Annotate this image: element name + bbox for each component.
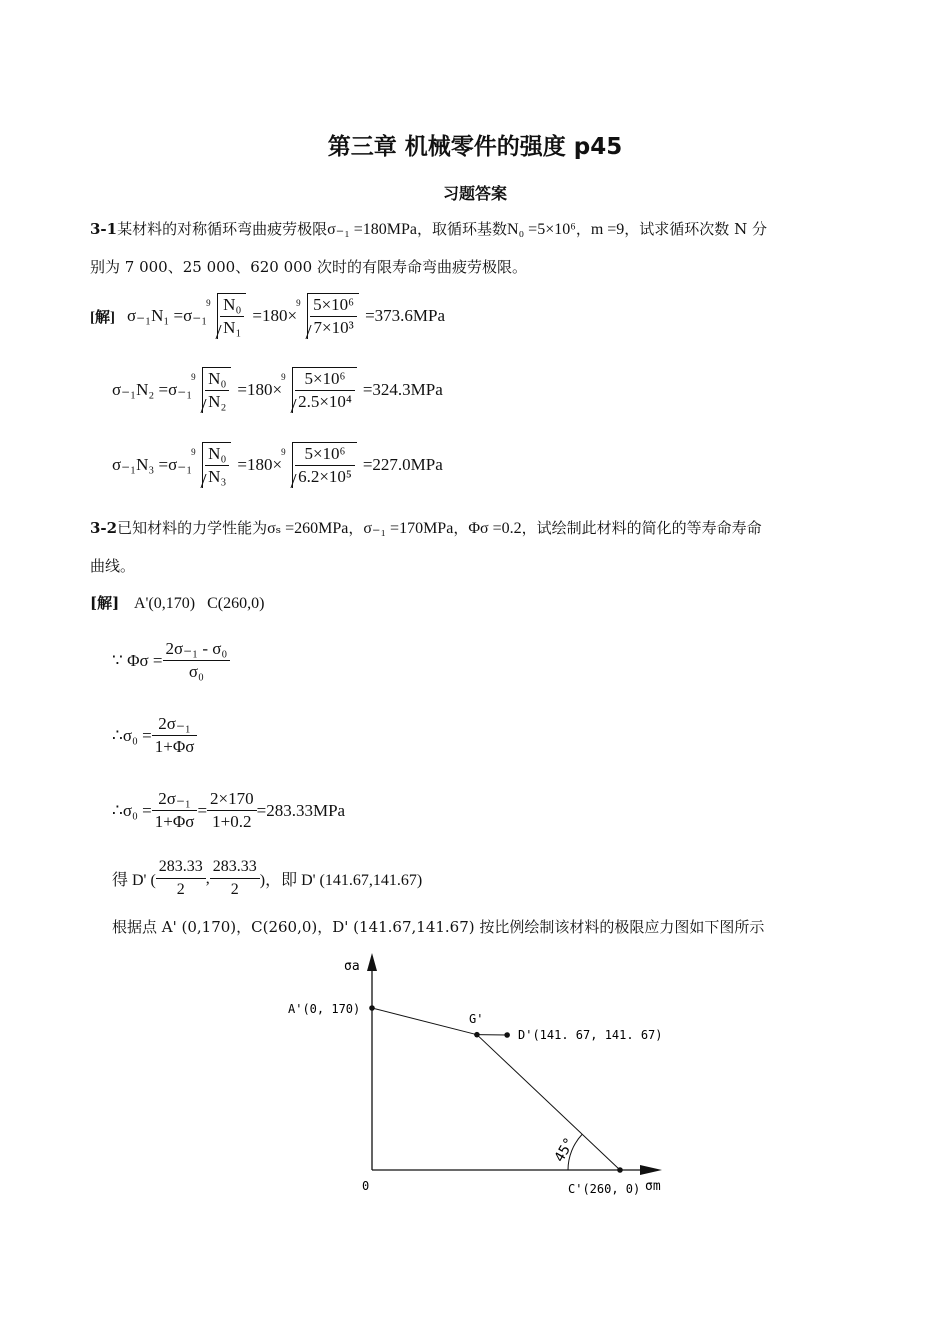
problem-label: 3-1	[90, 220, 118, 238]
fraction-denominator: σ₀	[188, 662, 204, 681]
fraction-denominator: 1+0.2	[212, 812, 252, 831]
formula: σ₋₁ =180MPa	[327, 221, 418, 238]
problem-3-1-line2: 别为 7 000、25 000、620 000 次时的有限寿命弯曲疲劳极限。	[90, 258, 527, 276]
fraction-numerator: 283.33	[156, 856, 206, 879]
fraction-numerator: 2σ₋₁	[152, 713, 198, 736]
equation-sigma0	[112, 713, 197, 758]
fraction-denominator: N₃	[208, 467, 227, 486]
root-index: 9	[296, 298, 301, 308]
root-index: 9	[191, 447, 196, 457]
formula: =180×	[252, 306, 298, 325]
point-d	[504, 1032, 510, 1038]
root-index: 9	[191, 372, 196, 382]
point-a	[369, 1005, 375, 1011]
text: ，	[348, 519, 364, 537]
fraction-denominator: 7×10³	[313, 318, 354, 337]
fraction-numerator: 2×170	[207, 788, 257, 811]
point-a-label: A'(0, 170)	[288, 1002, 361, 1016]
equation-sigma0-value	[112, 788, 345, 833]
formula: σ₋₁N₁ =σ₋₁	[127, 306, 208, 325]
root-index: 9	[281, 372, 286, 382]
point-g	[474, 1032, 480, 1038]
point-d-label: D'(141. 67, 141. 67)	[518, 1028, 663, 1042]
limit-stress-diagram	[280, 945, 680, 1205]
text: ,	[205, 869, 210, 887]
fraction-denominator: 2.5×10⁴	[298, 392, 352, 411]
fraction-denominator: 6.2×10⁵	[298, 467, 352, 486]
formula-result: =227.0MPa	[362, 455, 443, 474]
text: ，	[453, 519, 469, 537]
fraction-numerator: N₀	[205, 443, 229, 466]
problem-3-2-line2: 曲线。	[90, 557, 136, 575]
problem-label: 3-2	[90, 519, 118, 537]
formula: =180×	[237, 380, 283, 399]
radical	[191, 442, 231, 488]
radical	[206, 293, 246, 339]
formula: σ₋₁ =170MPa	[363, 520, 454, 537]
fraction-numerator: N₀	[220, 294, 244, 317]
y-axis-arrow	[367, 953, 377, 971]
text: ，试绘制此材料的简化的等寿命寿命	[521, 519, 762, 537]
formula: =180×	[237, 455, 283, 474]
text: ，试求循环次数 N 分	[624, 220, 767, 238]
problem-3-2-line1	[90, 518, 762, 539]
text: ，	[575, 220, 591, 238]
fraction-numerator: 5×10⁶	[310, 294, 357, 317]
formula: ∴σ₀ =	[112, 725, 152, 745]
equation-1	[90, 293, 445, 339]
formula: σₛ =260MPa	[267, 520, 349, 537]
fraction-denominator: 2	[176, 881, 185, 898]
line-a-g	[372, 1008, 477, 1035]
formula: =	[197, 800, 208, 820]
formula: Φσ =0.2	[468, 520, 522, 537]
formula-result: =373.6MPa	[365, 306, 446, 325]
x-axis-label: σm	[645, 1179, 661, 1194]
x-axis-arrow	[640, 1165, 662, 1175]
text: 得 D' (	[112, 872, 156, 889]
radical	[281, 442, 357, 488]
fraction-numerator: 283.33	[210, 856, 260, 879]
formula-result: =324.3MPa	[362, 380, 443, 399]
formula: σ₋₁N₃ =σ₋₁	[112, 455, 193, 474]
solution-label: [解]	[90, 309, 115, 326]
conclusion-text: 根据点 A' (0,170)，C(260,0)，D' (141.67,141.67) 按比例绘制该材料的极限应力图如下图所示	[112, 918, 765, 936]
solution-label: [解]	[90, 594, 120, 612]
text: 已知材料的力学性能为	[117, 519, 268, 537]
radical	[296, 293, 359, 339]
fraction-denominator: N₁	[223, 318, 242, 337]
page-subtitle: 习题答案	[442, 184, 507, 203]
formula: N₀ =5×10⁶	[507, 221, 576, 238]
text: ，取循环基数	[417, 220, 508, 238]
page-title: 第三章 机械零件的强度 p45	[327, 134, 623, 160]
equation-3	[112, 442, 443, 488]
radical	[191, 367, 231, 413]
fraction-denominator: 1+Φσ	[154, 737, 195, 756]
fraction-numerator: 5×10⁶	[295, 368, 355, 391]
text: 某材料的对称循环弯曲疲劳极限	[117, 220, 328, 238]
line-g-c	[477, 1035, 620, 1170]
fraction-denominator: 1+Φσ	[154, 812, 195, 831]
equation-2	[112, 367, 443, 413]
point-c-label: C'(260, 0)	[568, 1182, 641, 1196]
formula: ∴σ₀ =	[112, 800, 152, 820]
y-axis-label: σa	[344, 959, 360, 974]
text: )，即 D' (141.67,141.67)	[259, 872, 423, 889]
fraction-numerator: 2σ₋₁	[152, 788, 198, 811]
root-index: 9	[206, 298, 211, 308]
root-index: 9	[281, 447, 286, 457]
angle-label: 45°	[551, 1135, 579, 1165]
point-d-derivation	[112, 856, 422, 901]
fraction-denominator: 2	[230, 881, 239, 898]
formula: m =9	[590, 221, 625, 238]
formula-result: =283.33MPa	[256, 800, 346, 820]
equation-phi	[112, 638, 230, 683]
fraction-numerator: 5×10⁶	[295, 443, 355, 466]
solution-points	[90, 593, 264, 614]
formula: ∵ Φσ =	[112, 650, 163, 670]
fraction-denominator: N₂	[208, 392, 227, 411]
radical	[281, 367, 357, 413]
formula: σ₋₁N₂ =σ₋₁	[112, 380, 193, 399]
formula: A'(0,170) C(260,0)	[133, 595, 265, 612]
point-g-label: G'	[469, 1012, 484, 1026]
fraction-numerator: 2σ₋₁ - σ₀	[163, 638, 231, 661]
origin-label: 0	[362, 1179, 370, 1193]
point-c	[617, 1167, 623, 1173]
problem-3-1-line1	[90, 219, 767, 240]
fraction-numerator: N₀	[205, 368, 229, 391]
